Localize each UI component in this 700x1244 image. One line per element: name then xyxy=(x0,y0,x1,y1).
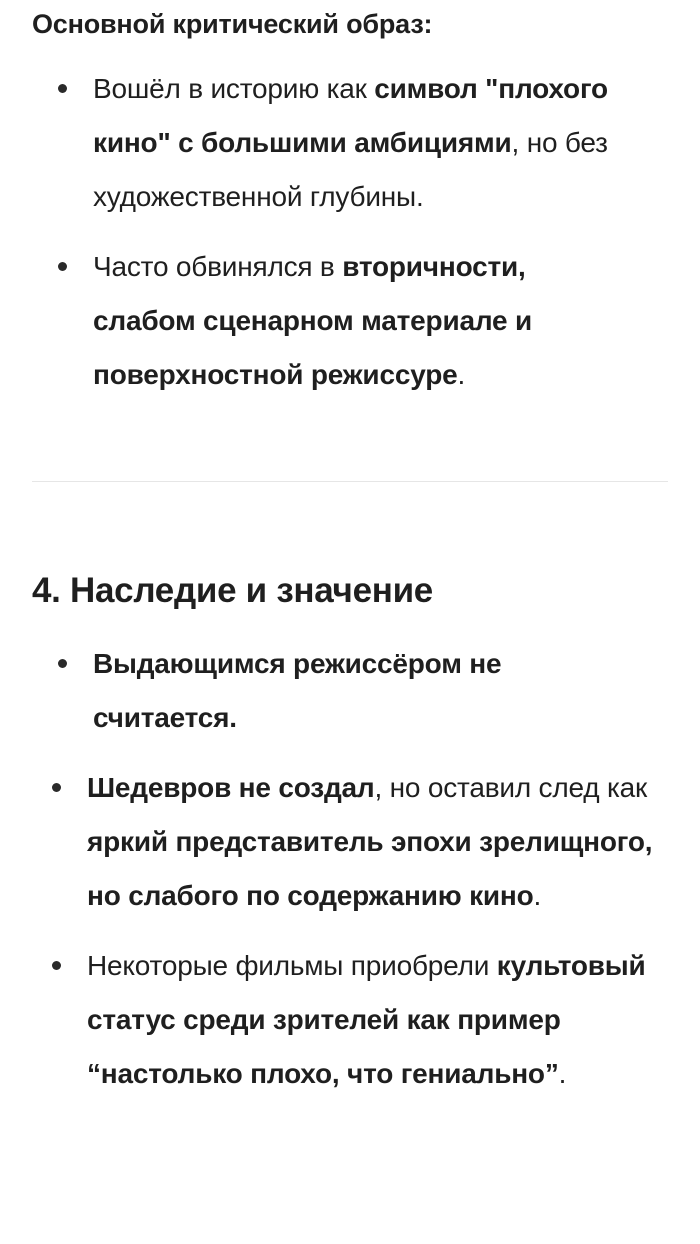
item-bold-text: Шедевров не создал xyxy=(87,772,375,803)
critical-image-heading: Основной критический образ: xyxy=(32,9,433,39)
list-item xyxy=(0,637,700,745)
item-bold-text: яркий представитель эпохи зрелищного, но слабого по содержанию кино xyxy=(87,826,653,911)
item-text: Некоторые фильмы приобрели xyxy=(87,950,497,981)
bullet-icon xyxy=(52,961,61,970)
bullet-icon xyxy=(58,84,67,93)
item-text: . xyxy=(457,359,466,390)
critical-image-list xyxy=(0,62,700,402)
bullet-icon xyxy=(58,262,67,271)
section-title: 4. Наследие и значение xyxy=(32,571,433,610)
list-item xyxy=(0,62,700,224)
bullet-icon xyxy=(52,783,61,792)
item-text: . xyxy=(558,1058,567,1089)
item-text: Часто обвинялся в xyxy=(93,251,343,282)
section-divider xyxy=(32,481,668,482)
item-text: , но оставил след как xyxy=(374,772,648,803)
item-bold-text: культовый статус среди зрителей как пример “настолько плохо, что гениально” xyxy=(87,950,646,1089)
list-item xyxy=(0,761,700,923)
item-bold-text: символ "плохого кино" с большими амбициями xyxy=(93,73,608,158)
legacy-list xyxy=(0,637,700,1101)
item-bold-text: вторичности, слабом сценарном материале и поверхностной режиссуре xyxy=(93,251,533,390)
list-item xyxy=(0,939,700,1101)
item-bold-text: Выдающимся режиссёром не считается. xyxy=(93,648,502,733)
list-item xyxy=(0,240,700,402)
item-text: , но без художественной глубины. xyxy=(93,127,608,212)
bullet-icon xyxy=(58,659,67,668)
item-text: . xyxy=(533,880,542,911)
item-text: Вошёл в историю как xyxy=(93,73,375,104)
